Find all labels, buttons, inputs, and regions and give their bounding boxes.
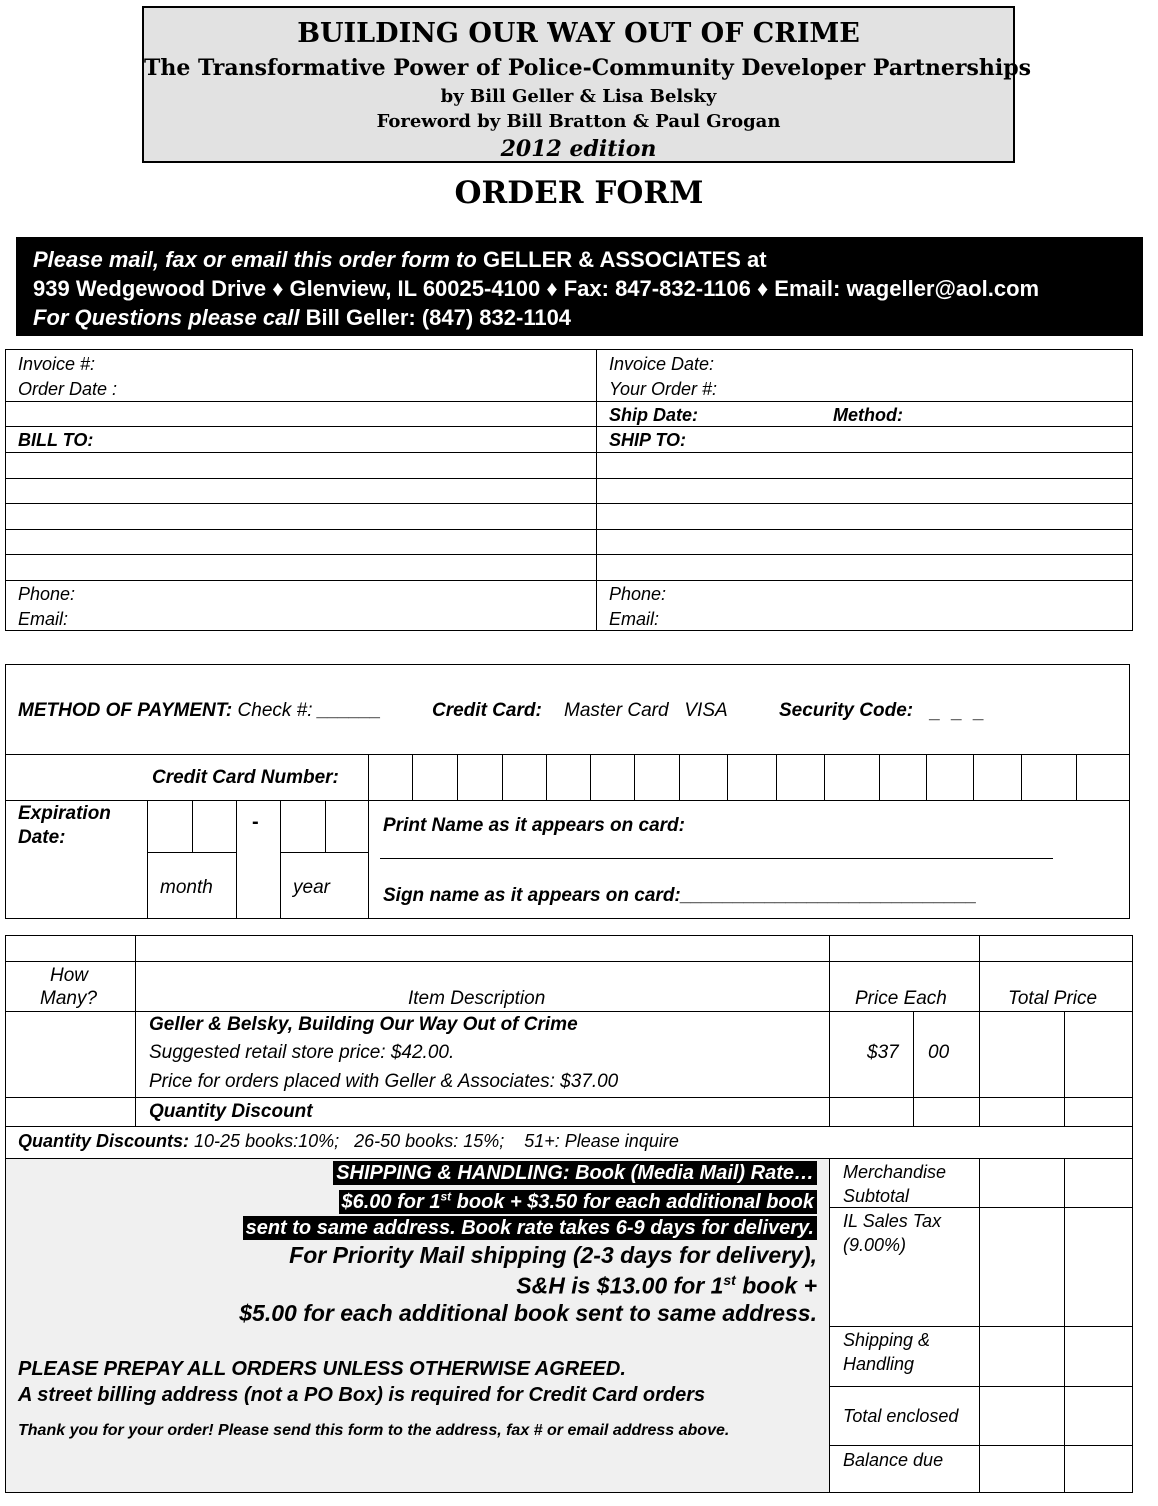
print-name-line[interactable] xyxy=(380,858,1053,859)
title-box xyxy=(142,6,1031,163)
merchandise-label-line1: Merchandise xyxy=(843,1162,947,1182)
mail-instruction: Please mail, fax or email this order form to xyxy=(33,247,477,272)
thank-you-note: Thank you for your order! Please send this form to the address, fax # or email address above. xyxy=(18,1422,730,1439)
ship-method-field[interactable]: Method: xyxy=(833,405,903,425)
security-code-field[interactable]: _ _ _ xyxy=(930,702,988,723)
quantity-header-line1: How xyxy=(50,965,89,986)
billing-address-notice: A street billing address (not a PO Box) is required for Credit Card orders xyxy=(18,1384,706,1406)
prepay-notice: PLEASE PREPAY ALL ORDERS UNLESS OTHERWISE AGREED. xyxy=(18,1358,626,1380)
ship-to-label: SHIP TO: xyxy=(609,430,687,450)
price-dollars: $37 xyxy=(867,1042,899,1063)
address-table xyxy=(5,349,1133,631)
retail-price-text: Suggested retail store price: $42.00. xyxy=(149,1042,455,1063)
ship-date-field[interactable]: Ship Date: xyxy=(609,405,699,425)
book-item-title: Geller & Belsky, Building Our Way Out of Crime xyxy=(149,1014,578,1035)
contact-bar xyxy=(16,237,1143,336)
ship-email-field[interactable]: Email: xyxy=(609,609,660,629)
merchandise-label-line2: Subtotal xyxy=(843,1186,910,1206)
total-enclosed-field[interactable] xyxy=(980,1387,1132,1444)
balance-due-label: Balance due xyxy=(843,1450,944,1470)
priority-mail-line1: For Priority Mail shipping (2-3 days for delivery), xyxy=(289,1242,817,1268)
shipping-handling-field[interactable] xyxy=(980,1327,1132,1385)
total-enclosed-label: Total enclosed xyxy=(843,1406,959,1426)
invoice-number-field[interactable]: Invoice #: xyxy=(18,354,96,374)
item-description-header: Item Description xyxy=(408,988,546,1009)
check-number-field[interactable]: Check #: ______ xyxy=(237,700,382,721)
card-type-options[interactable]: Master Card VISA xyxy=(564,700,728,721)
expiration-label: Expiration xyxy=(18,803,111,824)
order-date-field[interactable]: Order Date : xyxy=(18,379,118,399)
expiration-date-label: Date: xyxy=(18,827,66,848)
questions-instruction: For Questions please call xyxy=(33,305,300,330)
month-label: month xyxy=(160,877,213,898)
shipping-rate-line2: $6.00 for 1st book + $3.50 for each additional book xyxy=(339,1190,818,1214)
merchandise-subtotal-field[interactable] xyxy=(980,1159,1132,1206)
phone-contact: Bill Geller: (847) 832-1104 xyxy=(305,305,572,330)
total-price-header: Total Price xyxy=(1008,988,1098,1009)
book-foreword: Foreword by Bill Bratton & Paul Grogan xyxy=(376,111,781,132)
priority-mail-line2: S&H is $13.00 for 1st book + xyxy=(516,1272,817,1299)
credit-card-label: Credit Card: xyxy=(432,700,542,721)
form-title: ORDER FORM xyxy=(454,175,704,211)
print-name-label: Print Name as it appears on card: xyxy=(383,815,685,836)
book-edition: 2012 edition xyxy=(500,136,657,162)
book-quantity-field[interactable] xyxy=(6,1012,134,1096)
sales-tax-rate: (9.00%) xyxy=(843,1235,907,1255)
your-order-field[interactable]: Your Order #: xyxy=(609,379,718,399)
sign-name-field[interactable]: Sign name as it appears on card:____________________________ xyxy=(383,885,977,906)
shipping-rate-line3: sent to same address. Book rate takes 6-9 days for delivery. xyxy=(243,1216,817,1240)
book-subtitle: The Transformative Power of Police-Community Developer Partnerships xyxy=(144,55,1031,81)
book-authors: by Bill Geller & Lisa Belsky xyxy=(440,86,717,107)
invoice-date-field[interactable]: Invoice Date: xyxy=(609,354,715,374)
company-name: GELLER & ASSOCIATES at xyxy=(482,247,767,272)
expiration-dash: - xyxy=(252,811,259,833)
bill-email-field[interactable]: Email: xyxy=(18,609,69,629)
payment-method-label: METHOD OF PAYMENT: xyxy=(18,700,233,721)
quantity-discount-label: Quantity Discount xyxy=(149,1101,313,1122)
price-cents: 00 xyxy=(928,1042,950,1063)
contact-address: 939 Wedgewood Drive ♦ Glenview, IL 60025-4100 ♦ Fax: 847-832-1106 ♦ Email: wageller@aol.com xyxy=(33,276,1040,301)
shipping-label-line1: Shipping & xyxy=(843,1330,931,1350)
ship-phone-field[interactable]: Phone: xyxy=(609,584,667,604)
sales-tax-field[interactable] xyxy=(980,1208,1132,1325)
shipping-rate-line1: SHIPPING & HANDLING: Book (Media Mail) Rate… xyxy=(333,1161,817,1185)
balance-due-field[interactable] xyxy=(980,1446,1132,1492)
bill-phone-field[interactable]: Phone: xyxy=(18,584,76,604)
price-each-header: Price Each xyxy=(855,988,947,1009)
security-code-label: Security Code: xyxy=(779,700,914,721)
quantity-discounts-label: Quantity Discounts: xyxy=(18,1131,190,1151)
shipping-label-line2: Handling xyxy=(843,1354,915,1374)
bill-to-label: BILL TO: xyxy=(18,430,94,450)
year-label: year xyxy=(293,877,330,898)
quantity-header-line2: Many? xyxy=(40,988,98,1009)
geller-price-text: Price for orders placed with Geller & Associates: $37.00 xyxy=(149,1071,619,1092)
credit-card-number-label: Credit Card Number: xyxy=(152,767,339,788)
sales-tax-label: IL Sales Tax xyxy=(843,1211,942,1231)
priority-mail-line3: $5.00 for each additional book sent to same address. xyxy=(239,1300,817,1326)
book-title: BUILDING OUR WAY OUT OF CRIME xyxy=(297,18,860,49)
quantity-discounts-text: 10-25 books:10%; 26-50 books: 15%; 51+: Please inquire xyxy=(194,1131,679,1151)
